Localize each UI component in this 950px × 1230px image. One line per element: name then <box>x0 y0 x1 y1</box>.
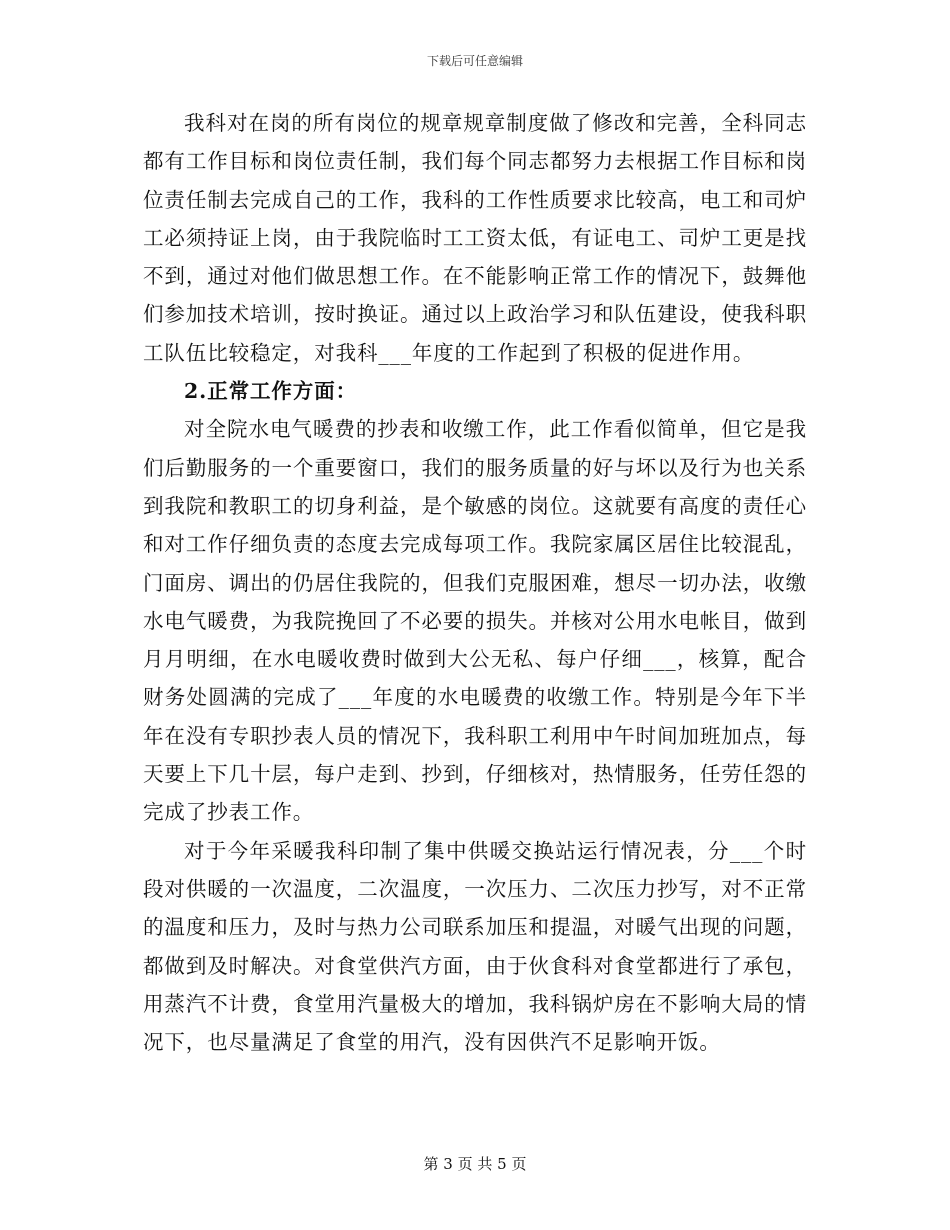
document-body <box>143 104 807 1061</box>
paragraph-fee-collection: 对全院水电气暖费的抄表和收缴工作，此工作看似简单，但它是我们后勤服务的一个重要窗口，我们的服务质量的好与坏以及行为也关系到我院和教职工的切身利益，是个敏感的岗位。这就要有高度的责任心和对工作仔细负责的态度去完成每项工作。我院家属区居住比较混乱，门面房、调出的仍居住我院的，但我们克服困难，想尽一切办法，收缴水电气暖费，为我院挽回了不必要的损失。并核对公用水电帐目，做到月月明细，在水电暖收费时做到大公无私、每户仔细___，核算，配合财务处圆满的完成了___年度的水电暖费的收缴工作。特别是今年下半年在没有专职抄表人员的情况下，我科职工利用中午时间加班加点，每天要上下几十层，每户走到、抄到，仔细核对，热情服务，任劳任怨的完成了抄表工作。 <box>143 417 807 825</box>
page-header: 下载后可任意编辑 <box>426 54 523 68</box>
paragraph-heating-supply: 对于今年采暖我科印制了集中供暖交换站运行情况表，分___个时段对供暖的一次温度，二次温度，一次压力、二次压力抄写，对不正常的温度和压力，及时与热力公司联系加压和提温，对暖气出现的问题，都做到及时解决。对食堂供汽方面，由于伙食科对食堂都进行了承包，用蒸汽不计费，食堂用汽量极大的增加，我科锅炉房在不影响大局的情况下，也尽量满足了食堂的用汽，没有因供汽不足影响开饭。 <box>143 838 807 1055</box>
paragraph-team-building: 我科对在岗的所有岗位的规章规章制度做了修改和完善，全科同志都有工作目标和岗位责任制，我们每个同志都努力去根据工作目标和岗位责任制去完成自己的工作，我科的工作性质要求比较高，电工和司炉工必须持证上岗，由于我院临时工工资太低，有证电工、司炉工更是找不到，通过对他们做思想工作。在不能影响正常工作的情况下，鼓舞他们参加技术培训，按时换证。通过以上政治学习和队伍建设，使我科职工队伍比较稳定，对我科___年度的工作起到了积极的促进作用。 <box>143 111 807 365</box>
section-heading-regular-work: 2.正常工作方面： <box>184 379 358 404</box>
page-number: 第 3 页 共 5 页 <box>423 1155 527 1173</box>
